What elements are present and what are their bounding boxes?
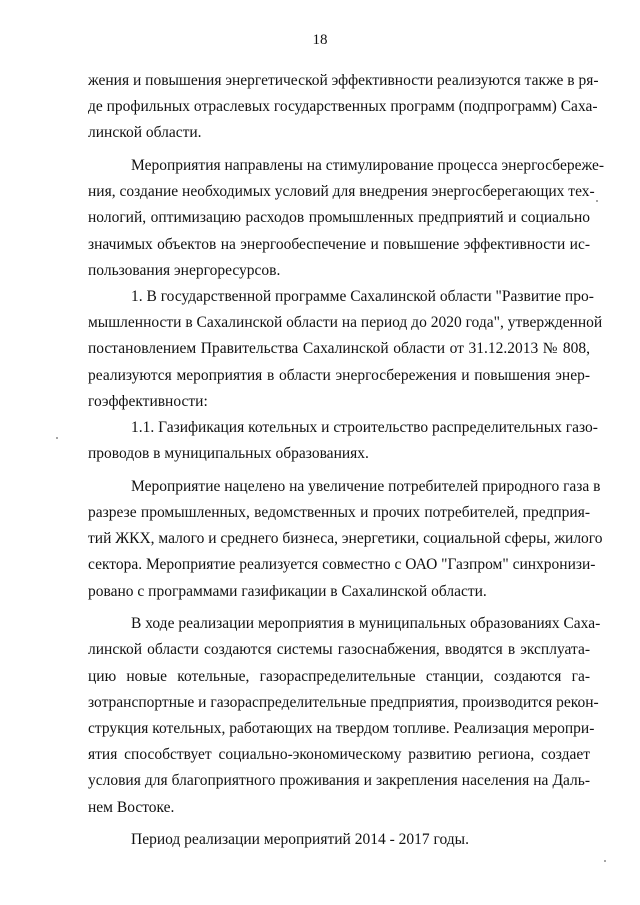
scan-speck bbox=[604, 860, 606, 862]
text-line: гоэффективности: bbox=[88, 392, 208, 410]
text-line: сектора. Мероприятие реализуется совместно с ОАО "Газпром" синхронизи- bbox=[88, 556, 596, 574]
text-line: ния, создание необходимых условий для внедрения энергосберегающих тех- bbox=[88, 183, 595, 201]
text-line: значимых объектов на энергообеспечение и повышение эффективности ис- bbox=[88, 235, 590, 253]
text-line: разрезе промышленных, ведомственных и прочих потребителей, предприя- bbox=[88, 504, 590, 521]
text-line: тий ЖКХ, малого и среднего бизнеса, энергетики, социальной сферы, жилого bbox=[88, 530, 603, 548]
text-line: нем Востоке. bbox=[88, 798, 175, 816]
page-number: 18 bbox=[312, 32, 328, 48]
text-line: условия для благоприятного проживания и закрепления населения на Даль- bbox=[88, 772, 590, 790]
text-line: нологий, оптимизацию расходов промышленных предприятий и социально bbox=[88, 209, 590, 227]
scan-speck bbox=[596, 200, 598, 202]
text-line: реализуются мероприятия в области энергосбережения и повышения энер- bbox=[88, 366, 590, 384]
text-line: Мероприятие нацелено на увеличение потребителей природного газа в bbox=[131, 477, 601, 495]
text-line: де профильных отраслевых государственных программ (подпрограмм) Саха- bbox=[88, 98, 598, 116]
text-line: 1.1. Газификация котельных и строительство распределительных газо- bbox=[131, 418, 598, 436]
text-line: В ходе реализации мероприятия в муниципальных образованиях Саха- bbox=[131, 615, 601, 633]
text-line: Мероприятия направлены на стимулирование процесса энергосбереже- bbox=[131, 157, 604, 175]
text-line: струкция котельных, работающих на твердом топливе. Реализация меропри- bbox=[88, 720, 595, 737]
text-line: цию новые котельные, газораспределительные станции, создаются га- bbox=[88, 667, 590, 685]
text-line: 1. В государственной программе Сахалинской области "Развитие про- bbox=[131, 288, 594, 305]
document-body bbox=[88, 68, 604, 853]
text-line: линской области. bbox=[88, 124, 202, 142]
text-line: зотранспортные и газораспределительные предприятия, производится рекон- bbox=[88, 693, 599, 711]
text-line: пользования энергоресурсов. bbox=[88, 261, 281, 279]
text-line: жения и повышения энергетической эффективности реализуются также в ря- bbox=[88, 72, 599, 89]
text-line: постановлением Правительства Сахалинской области от 31.12.2013 № 808, bbox=[88, 340, 590, 358]
text-line: проводов в муниципальных образованиях. bbox=[88, 445, 369, 463]
text-line: ятия способствует социально-экономическому развитию региона, создает bbox=[88, 746, 590, 764]
text-line: мышленности в Сахалинской области на период до 2020 года", утвержденной bbox=[88, 314, 603, 332]
scan-speck bbox=[56, 437, 58, 439]
text-line: линской области создаются системы газоснабжения, вводятся в эксплуата- bbox=[88, 641, 590, 659]
text-line: ровано с программами газификации в Сахалинской области. bbox=[88, 582, 487, 600]
text-line: Период реализации мероприятий 2014 - 2017 годы. bbox=[131, 831, 469, 849]
